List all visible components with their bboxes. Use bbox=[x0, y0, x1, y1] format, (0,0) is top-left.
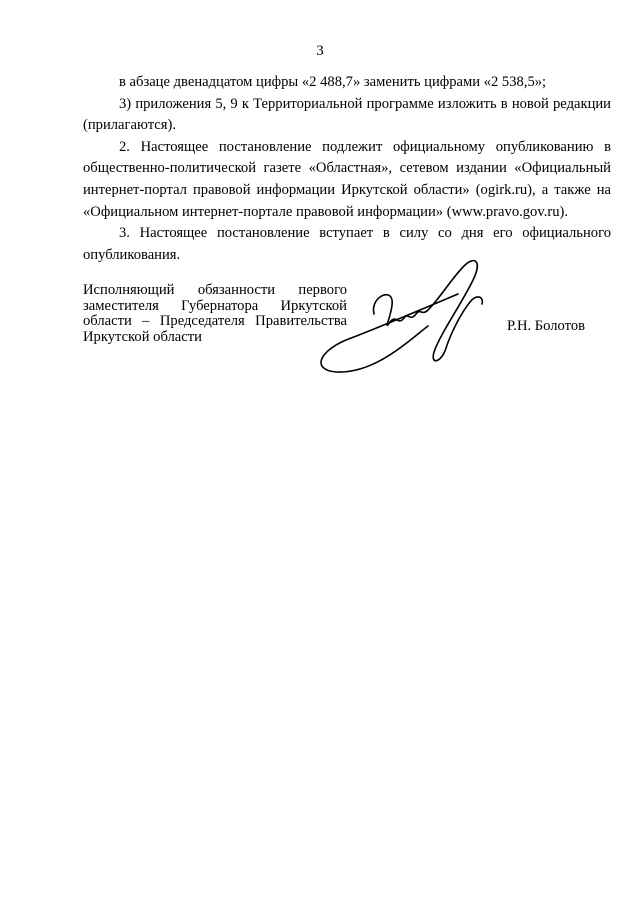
signatory-title-line: заместителя Губернатора Иркутской bbox=[83, 297, 347, 314]
signatory-title-line: Иркутской области bbox=[83, 328, 202, 345]
signatory-name: Р.Н. Болотов bbox=[507, 318, 586, 334]
paragraph-1: в абзаце двенадцатом цифры «2 488,7» заменить цифрами «2 538,5»; bbox=[119, 74, 547, 90]
page-number: 3 bbox=[316, 43, 324, 59]
signatory-title bbox=[83, 283, 347, 345]
signature-icon bbox=[316, 248, 506, 383]
paragraph-4: 3. Настоящее постановление вступает в силу со дня его официального опубликования. bbox=[83, 225, 611, 263]
document-body bbox=[83, 72, 611, 266]
paragraph-2: 3) приложения 5, 9 к Территориальной программе изложить в новой редакции (прилагаются). bbox=[83, 95, 611, 134]
signatory-title-line: области – Председателя Правительства bbox=[83, 313, 347, 329]
signatory-title-line: Исполняющий обязанности первого bbox=[83, 282, 347, 298]
paragraph-3: 2. Настоящее постановление подлежит официальному опубликованию в общественно-политической газете «Областная», сетевом издании «Официальный интернет-портал правовой информации Иркутской области» (ogirk.ru), а также на «Официальном интернет-портале правовой информации» (www.pravo.gov.ru). bbox=[83, 138, 611, 220]
